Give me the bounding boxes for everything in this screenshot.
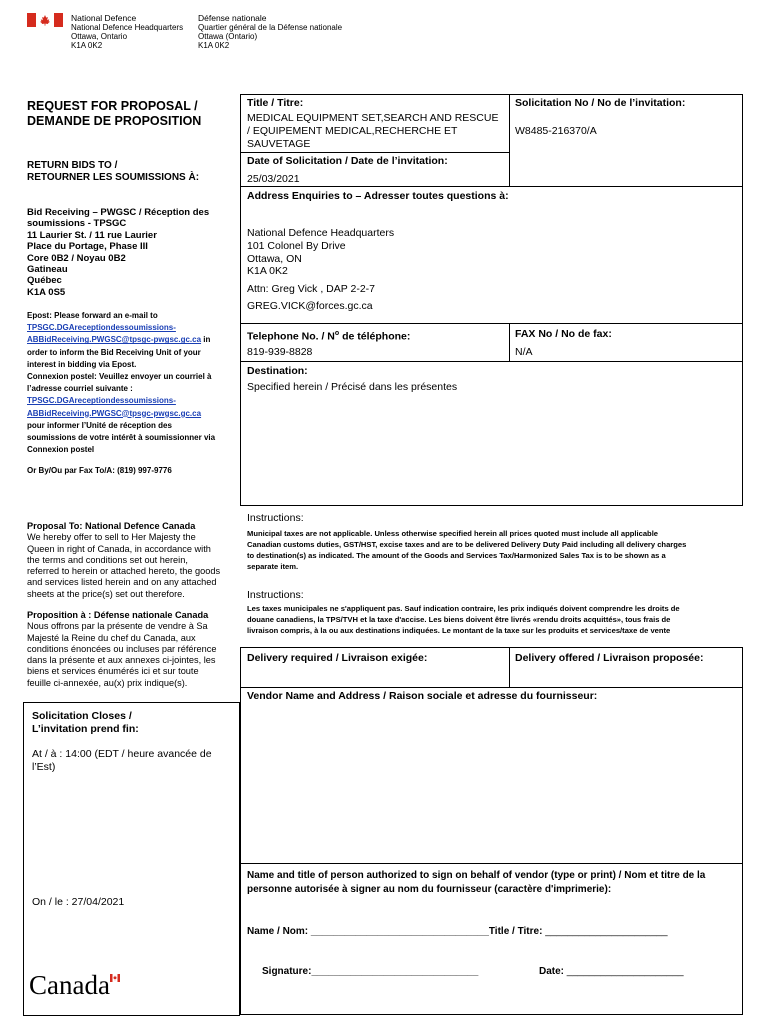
enquiries-email[interactable]: GREG.VICK@forces.gc.ca <box>247 300 373 312</box>
proposal-en-line: We hereby offer to sell to Her Majesty the <box>27 532 196 543</box>
instructions-fr-line: livraison compris, à la ou aux destinations indiquées. Le montant de la taxe sur les produits et services/taxe de vente <box>247 626 671 635</box>
wordmark-flag-icon <box>110 974 120 982</box>
title-field[interactable]: ______________________ <box>545 926 668 937</box>
instructions-fr-body <box>247 603 742 636</box>
date-label2: Date: <box>539 966 565 977</box>
proposal-fr <box>27 610 227 689</box>
header-en-postal: K1A 0K2 <box>71 41 103 50</box>
enquiries-address-line: 101 Colonel By Drive <box>247 239 346 252</box>
rfp-title <box>27 99 201 129</box>
header-en-city: Ottawa, Ontario <box>71 32 128 41</box>
closes-time-line-1: At / à : 14:00 (EDT / heure avancée de <box>32 748 212 760</box>
enquiries-label: Address Enquiries to – Adresser toutes questions à: <box>247 190 509 202</box>
date-row <box>539 966 684 978</box>
telephone-label-sup: o <box>334 330 340 337</box>
telephone-label-b: de téléphone: <box>339 330 411 343</box>
closes-date: On / le : 27/04/2021 <box>32 896 125 908</box>
solicitation-no-label: Solicitation No / No de l’invitation: <box>515 97 686 109</box>
proposal-fr-line: conditions énoncées ou incluses par référence <box>27 643 217 654</box>
address-line: Bid Receiving – PWGSC / Réception des <box>27 207 210 218</box>
destination-label: Destination: <box>247 365 308 377</box>
proposal-fr-line: feuille ci-annexée, au(x) prix indique(s). <box>27 677 188 688</box>
header-fr-dept: Défense nationale <box>198 13 267 23</box>
proposal-fr-line: biens et services énumérés ici et sur toute <box>27 666 199 677</box>
telephone-label-a: Telephone No. / N <box>247 330 335 343</box>
instructions-fr-title: Instructions: <box>247 589 304 601</box>
epost-line: order to inform the Bid Receiving Unit of your <box>27 347 201 357</box>
enquiries-address-line: K1A 0K2 <box>247 265 288 278</box>
return-bids-heading <box>27 160 199 184</box>
instructions-en-title: Instructions: <box>247 512 304 524</box>
telephone-label <box>247 328 410 343</box>
solicitation-closes-box <box>23 702 240 1016</box>
instructions-en-line: Municipal taxes are not applicable. Unless otherwise specified herein all prices quoted must include all applicable <box>247 529 659 538</box>
enquiries-address-line: Ottawa, ON <box>247 252 302 265</box>
solicitation-date-label: Date of Solicitation / Date de l’invitation: <box>247 155 448 167</box>
epost-email-link-2[interactable]: TPSGC.DGAreceptiondessoumissions- <box>27 396 176 406</box>
closes-time <box>32 748 212 774</box>
canada-flag-icon <box>27 13 63 27</box>
name-label: Name / Nom: <box>247 926 309 937</box>
delivery-offered-label: Delivery offered / Livraison proposée: <box>515 652 704 664</box>
proposal-en-title: Proposal To: National Defence Canada <box>27 521 196 531</box>
epost-email-link-1[interactable]: TPSGC.DGAreceptiondessoumissions- <box>27 323 176 333</box>
epost-in: in <box>201 335 211 345</box>
proposal-en-line: referred to herein or attached hereto, the goods <box>27 566 221 577</box>
address-line: Gatineau <box>27 264 68 276</box>
address-line: Place du Portage, Phase III <box>27 241 148 253</box>
instructions-en-line: to destination(s) as indicated. The amount of the Goods and Services Tax/Harmonized Sales Tax is to be shown as a <box>247 551 666 560</box>
instructions-en-body <box>247 528 742 572</box>
header-en <box>71 14 183 50</box>
header-fr-postal: K1A 0K2 <box>198 41 230 50</box>
epost-line: soumissions de votre intérêt à soumissionner via <box>27 433 216 443</box>
header-fr-city: Ottawa (Ontario) <box>198 32 258 41</box>
epost-line: interest in bidding via Epost. <box>27 359 137 369</box>
destination-value: Specified herein / Précisé dans les présentes <box>247 381 458 393</box>
title-label: Title / Titre: <box>247 97 304 109</box>
telephone-value: 819-939-8828 <box>247 346 313 358</box>
rfp-title-line-1: REQUEST FOR PROPOSAL / <box>27 99 198 113</box>
canada-wordmark-text: Canada <box>29 970 110 1000</box>
fax-value: N/A <box>515 346 533 358</box>
delivery-required-label: Delivery required / Livraison exigée: <box>247 652 428 664</box>
vendor-name-field[interactable] <box>246 706 740 860</box>
proposal-en-line: and services listed herein and on any attached <box>27 577 217 588</box>
signature-label: Signature: <box>262 966 312 977</box>
epost-email-link-2b[interactable]: ABBidReceiving.PWGSC@tpsgc-pwgsc.gc.ca <box>27 408 202 418</box>
title-value-line: MEDICAL EQUIPMENT SET,SEARCH AND RESCUE <box>247 112 499 124</box>
epost-instructions <box>27 310 232 456</box>
epost-line: l’adresse courriel suivante : <box>27 384 133 394</box>
title-value-line: / EQUIPEMENT MEDICAL,RECHERCHE ET <box>247 125 458 137</box>
proposal-fr-line: Majesté la Reine du chef du Canada, aux <box>27 632 196 643</box>
address-line: soumissions - TPSGC <box>27 218 127 230</box>
return-bids-line-2: RETOURNER LES SOUMISSIONS À: <box>27 172 200 183</box>
header-fr-hq: Quartier général de la Défense nationale <box>198 23 343 32</box>
header-en-dept: National Defence <box>71 13 137 23</box>
instructions-en-line: Canadian customs duties, GST/HST, excise taxes and are to be delivered Delivery Duty Paid including all delivery charges <box>247 540 687 549</box>
proposal-fr-line: dans la présente et aux annexes ci-jointes, les <box>27 655 216 666</box>
epost-email-link-1b[interactable]: ABBidReceiving.PWGSC@tpsgc-pwgsc.gc.ca <box>27 335 202 345</box>
date-field[interactable]: _____________________ <box>566 966 684 977</box>
closes-heading-line-2: L’invitation prend fin: <box>32 723 139 735</box>
title-value <box>247 112 498 151</box>
enquiries-address <box>247 227 394 278</box>
address-line: K1A 0S5 <box>27 286 66 298</box>
proposal-en-line: the terms and conditions set out herein, <box>27 554 188 565</box>
closes-heading <box>32 710 139 736</box>
proposal-en-line: Queen in right of Canada, in accordance with <box>27 543 211 554</box>
proposal-en <box>27 521 227 600</box>
signature-field[interactable]: ______________________________ <box>311 966 479 977</box>
bid-receiving-address <box>27 207 209 298</box>
address-line: 11 Laurier St. / 11 rue Laurier <box>27 229 157 241</box>
vendor-name-label: Vendor Name and Address / Raison sociale et adresse du fournisseur: <box>247 690 598 702</box>
proposal-fr-line: Nous offrons par la présente de vendre à Sa <box>27 621 208 632</box>
title-label2: Title / Titre: <box>488 926 543 937</box>
closes-time-line-2: l’Est) <box>32 761 56 773</box>
name-field[interactable]: ________________________________ <box>310 926 489 937</box>
authorized-person-label <box>247 869 705 896</box>
epost-line: Epost: Please forward an e-mail to <box>27 311 158 320</box>
canada-wordmark <box>29 970 110 1000</box>
header-fr <box>198 14 342 50</box>
enquiries-address-line: National Defence Headquarters <box>247 227 395 239</box>
name-title-row <box>247 926 668 938</box>
solicitation-no-value: W8485-216370/A <box>515 125 597 137</box>
instructions-fr-line: douane canadiens, la TPS/TVH et la taxe d'accise. Les biens doivent être livrés «rendu droits acquittés», tous frais de <box>247 615 671 624</box>
address-line: Core 0B2 / Noyau 0B2 <box>27 252 126 264</box>
epost-line: Connexion postel <box>27 445 95 455</box>
solicitation-date-value: 25/03/2021 <box>247 173 300 185</box>
authorized-person-line-2: personne autorisée à signer au nom du fournisseur (caractère d'imprimerie): <box>247 883 612 895</box>
header-en-hq: National Defence Headquarters <box>71 23 184 32</box>
enquiries-attn: Attn: Greg Vick , DAP 2-2-7 <box>247 283 375 295</box>
fax-line: Or By/Ou par Fax To/A: (819) 997-9776 <box>27 466 172 475</box>
epost-line: Connexion postel: Veuillez envoyer un courriel à <box>27 372 212 382</box>
title-value-line: SAUVETAGE <box>247 138 311 150</box>
rfp-title-line-2: DEMANDE DE PROPOSITION <box>27 114 202 128</box>
fax-label: FAX No / No de fax: <box>515 328 612 340</box>
instructions-en-line: separate item. <box>247 562 299 571</box>
proposal-en-line: sheets at the price(s) set out therefore. <box>27 588 185 599</box>
signature-row <box>262 966 478 978</box>
closes-heading-line-1: Solicitation Closes / <box>32 710 132 722</box>
address-line: Québec <box>27 275 62 287</box>
proposal-fr-title: Proposition à : Défense nationale Canada <box>27 610 209 620</box>
return-bids-line-1: RETURN BIDS TO / <box>27 160 118 171</box>
authorized-person-line-1: Name and title of person authorized to sign on behalf of vendor (type or print) / Nom et titre de la <box>247 870 706 881</box>
epost-line: pour informer l’Unité de réception des <box>27 420 172 430</box>
instructions-fr-line: Les taxes municipales ne s'appliquent pas. Sauf indication contraire, les prix indiqués doivent comprendre les droits de <box>247 604 680 613</box>
